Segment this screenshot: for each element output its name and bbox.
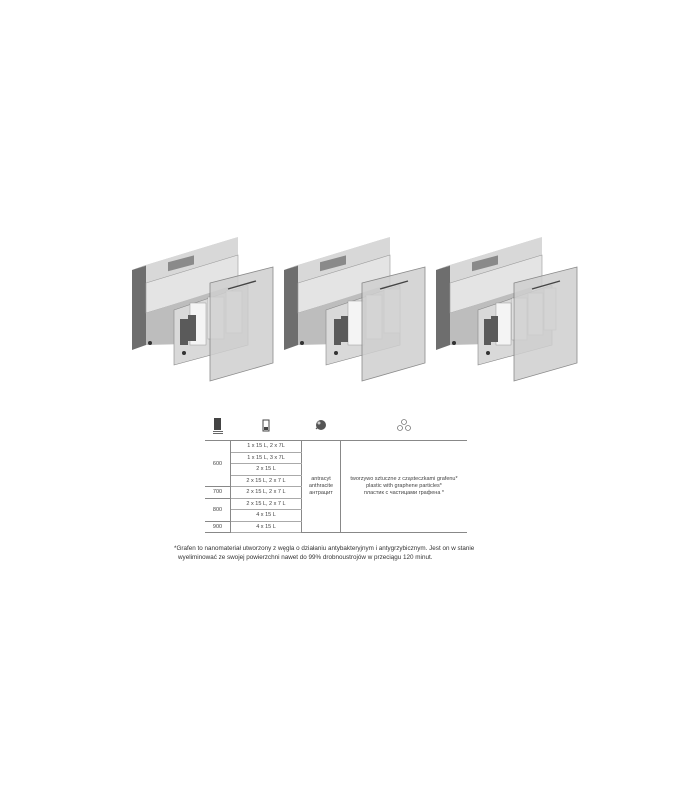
color-en: anthracite — [308, 483, 334, 489]
color-ru: антрацит — [309, 490, 333, 496]
bin-icon — [231, 413, 302, 441]
color-cell — [302, 441, 341, 533]
specification-table — [205, 413, 467, 533]
bin-size-cell: 4 x 15 L — [231, 510, 302, 522]
bin-size-cell: 1 x 15 L, 2 x 7L — [231, 441, 302, 453]
width-800: 800 — [205, 498, 231, 521]
width-700: 700 — [205, 487, 231, 499]
width-900: 900 — [205, 521, 231, 533]
bin-size-cell: 2 x 15 L, 2 x 7 L — [231, 498, 302, 510]
width-icon — [205, 413, 231, 441]
material-cell — [341, 441, 468, 533]
footnote-line-2: wyeliminować ze swojej powierzchni nawet do 99% drobnoustrojów w przeciągu 120 minut. — [178, 553, 433, 561]
material-pl: tworzywo sztuczne z cząsteczkami grafenu* — [350, 476, 458, 482]
color-pl: antracyt — [311, 476, 331, 482]
table-header-row — [205, 413, 467, 441]
graphene-footnote — [174, 545, 514, 562]
material-molecule-icon — [341, 413, 468, 441]
footnote-line-1: *Grafen to nanomateriał utworzony z węgla o działaniu antybakteryjnym i antygrzybicznym. Jest on w stanie — [174, 545, 475, 552]
bin-size-cell: 2 x 15 L — [231, 464, 302, 476]
table-row — [205, 441, 467, 453]
bin-size-cell: 2 x 15 L, 2 x 7 L — [231, 475, 302, 487]
width-600: 600 — [205, 441, 231, 487]
color-swatch-icon — [302, 413, 341, 441]
cabinet-illustration-3 — [432, 225, 582, 385]
cabinet-illustration-2 — [280, 225, 430, 385]
cabinet-illustration-1 — [128, 225, 278, 385]
material-en: plastic with graphene particles* — [366, 483, 442, 489]
bin-size-cell: 2 x 15 L, 2 x 7 L — [231, 487, 302, 499]
bin-size-cell: 4 x 15 L — [231, 521, 302, 533]
material-ru: пластик с частицами графена * — [363, 490, 445, 496]
bin-size-cell: 1 x 15 L, 3 x 7L — [231, 452, 302, 464]
